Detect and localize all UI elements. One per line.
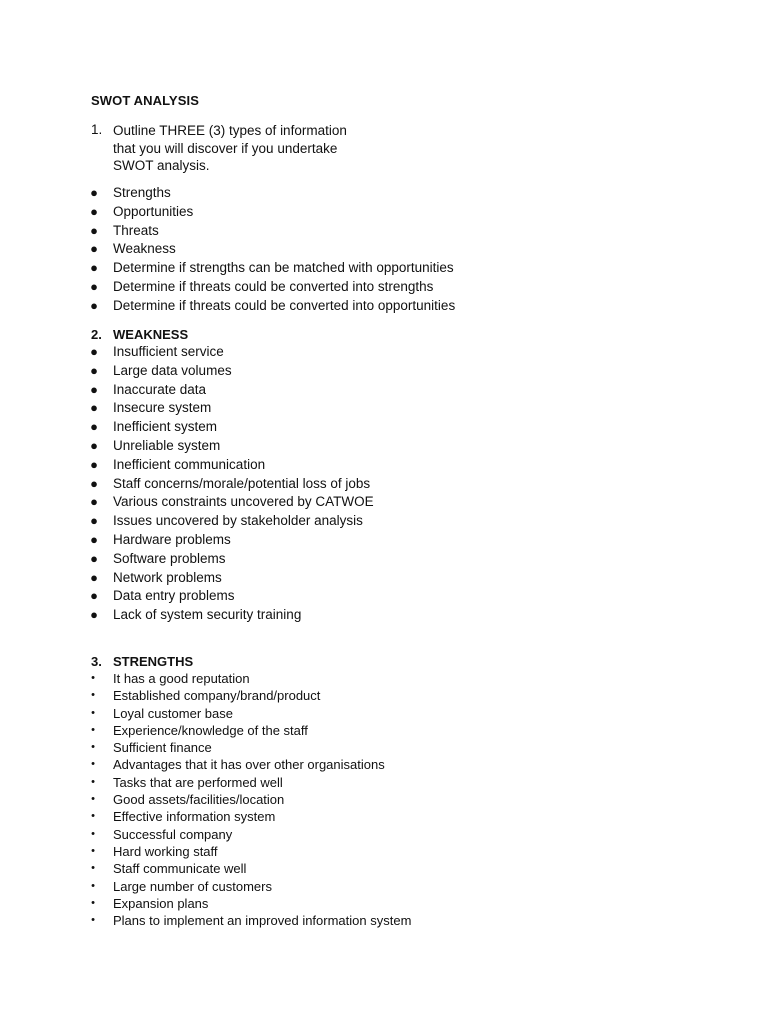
list-item: • Tasks that are performed well bbox=[88, 774, 411, 791]
bullet-icon: ● bbox=[90, 513, 98, 529]
bullet-icon: • bbox=[91, 758, 95, 771]
bullet-icon: • bbox=[91, 723, 95, 736]
strengths-list bbox=[88, 670, 411, 929]
section-3-title: STRENGTHS bbox=[113, 654, 194, 669]
bullet-icon: ● bbox=[90, 588, 98, 604]
list-item: ● Software problems bbox=[88, 550, 374, 569]
list-item: • Successful company bbox=[88, 826, 411, 843]
list-item: • Plans to implement an improved information system bbox=[88, 912, 411, 929]
bullet-icon: ● bbox=[90, 203, 98, 219]
question-1-line: Outline THREE (3) types of information bbox=[113, 123, 347, 138]
list-item: ● Unreliable system bbox=[88, 437, 374, 456]
bullet-icon: • bbox=[91, 793, 95, 806]
section-3-heading bbox=[91, 654, 193, 669]
bullet-icon: • bbox=[91, 844, 95, 857]
list-item: • Good assets/facilities/location bbox=[88, 791, 411, 808]
bullet-icon: ● bbox=[90, 344, 98, 359]
list-item: ● Various constraints uncovered by CATWOE bbox=[88, 493, 374, 512]
question-1-text bbox=[113, 122, 347, 175]
weakness-list bbox=[88, 343, 374, 625]
list-item: • Hard working staff bbox=[88, 843, 411, 860]
bullet-icon: • bbox=[91, 689, 95, 702]
list-item: ● Inefficient system bbox=[88, 418, 374, 437]
bullet-icon: • bbox=[91, 775, 95, 788]
list-item: ● Inefficient communication bbox=[88, 456, 374, 475]
bullet-icon: ● bbox=[90, 400, 98, 416]
list-item: • Experience/knowledge of the staff bbox=[88, 722, 411, 739]
bullet-icon: ● bbox=[90, 475, 98, 491]
bullet-icon: ● bbox=[90, 278, 98, 294]
bullet-icon: ● bbox=[90, 222, 98, 238]
bullet-icon: ● bbox=[90, 607, 98, 623]
bullet-icon: ● bbox=[90, 569, 98, 585]
list-item: • It has a good reputation bbox=[88, 670, 411, 687]
list-item: ● Insufficient service bbox=[88, 343, 374, 362]
section-3-number: 3. bbox=[91, 654, 102, 669]
bullet-icon: ● bbox=[90, 297, 98, 313]
bullet-icon: ● bbox=[90, 381, 98, 397]
bullet-icon: • bbox=[91, 827, 95, 840]
list-item: ● Data entry problems bbox=[88, 587, 374, 606]
list-item: • Loyal customer base bbox=[88, 705, 411, 722]
list-item: ● Determine if threats could be converted into strengths bbox=[88, 278, 455, 297]
bullet-icon: ● bbox=[90, 437, 98, 453]
list-item: • Sufficient finance bbox=[88, 739, 411, 756]
bullet-icon: ● bbox=[90, 494, 98, 510]
bullet-icon: ● bbox=[90, 185, 98, 200]
bullet-icon: • bbox=[91, 914, 95, 927]
section-2-number: 2. bbox=[91, 327, 102, 342]
bullet-icon: ● bbox=[90, 550, 98, 566]
bullet-icon: ● bbox=[90, 419, 98, 435]
section-2-title: WEAKNESS bbox=[113, 327, 189, 342]
list-item: ● Weakness bbox=[88, 240, 455, 259]
list-item: ● Lack of system security training bbox=[88, 606, 374, 625]
question-1-line: SWOT analysis. bbox=[113, 158, 210, 173]
list-item: ● Staff concerns/morale/potential loss of jobs bbox=[88, 475, 374, 494]
list-item: ● Determine if threats could be converted into opportunities bbox=[88, 297, 455, 316]
list-item: • Established company/brand/product bbox=[88, 687, 411, 704]
section-2-heading bbox=[91, 327, 188, 342]
list-item: • Effective information system bbox=[88, 808, 411, 825]
list-item: • Expansion plans bbox=[88, 895, 411, 912]
list-item: • Staff communicate well bbox=[88, 860, 411, 877]
bullet-icon: ● bbox=[90, 362, 98, 378]
bullet-icon: ● bbox=[90, 241, 98, 257]
bullet-icon: ● bbox=[90, 531, 98, 547]
bullet-icon: • bbox=[91, 672, 95, 684]
bullet-icon: • bbox=[91, 896, 95, 909]
list-item: ● Hardware problems bbox=[88, 531, 374, 550]
document-title: SWOT ANALYSIS bbox=[91, 93, 199, 108]
list-item: ● Strengths bbox=[88, 184, 455, 203]
bullet-icon: • bbox=[91, 741, 95, 754]
question-1-line: that you will discover if you undertake bbox=[113, 140, 338, 156]
list-item: • Advantages that it has over other organisations bbox=[88, 756, 411, 773]
list-item: ● Opportunities bbox=[88, 203, 455, 222]
bullet-icon: • bbox=[91, 862, 95, 875]
bullet-icon: • bbox=[91, 706, 95, 719]
list-item: ● Network problems bbox=[88, 569, 374, 588]
list-item: ● Threats bbox=[88, 222, 455, 241]
answer-1-list bbox=[88, 184, 455, 316]
list-item: ● Determine if strengths can be matched with opportunities bbox=[88, 259, 455, 278]
list-item: ● Issues uncovered by stakeholder analysis bbox=[88, 512, 374, 531]
list-item: ● Inaccurate data bbox=[88, 381, 374, 400]
list-item: ● Insecure system bbox=[88, 399, 374, 418]
bullet-icon: ● bbox=[90, 456, 98, 472]
list-item: ● Large data volumes bbox=[88, 362, 374, 381]
bullet-icon: ● bbox=[90, 260, 98, 276]
bullet-icon: • bbox=[91, 879, 95, 892]
question-1-number: 1. bbox=[91, 122, 103, 137]
list-item: • Large number of customers bbox=[88, 878, 411, 895]
bullet-icon: • bbox=[91, 810, 95, 823]
